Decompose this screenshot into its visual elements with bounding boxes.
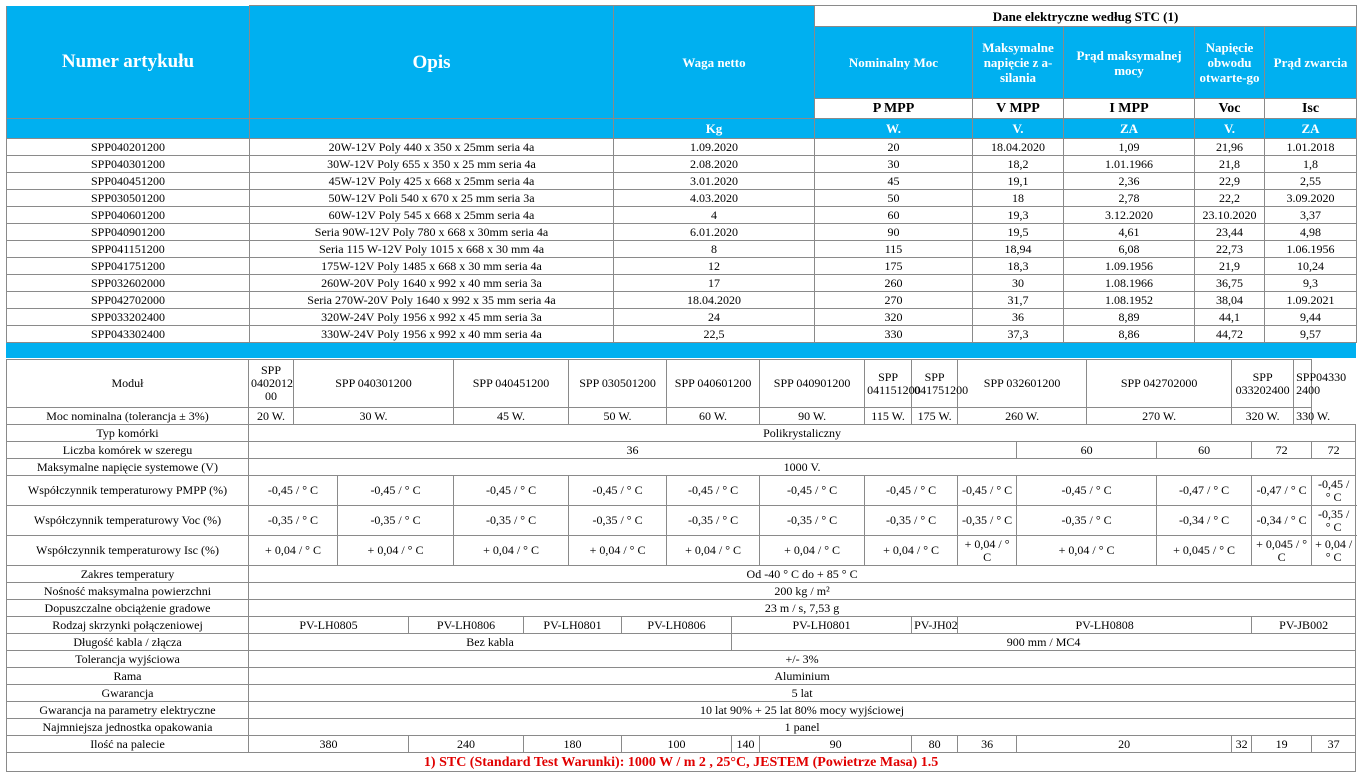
cell-opis: 260W-20V Poly 1640 x 992 x 40 mm seria 3a <box>250 275 614 292</box>
table-row <box>7 139 1357 156</box>
cell-impp: 1.01.1966 <box>1064 156 1195 173</box>
cell-impp: 2,78 <box>1064 190 1195 207</box>
cell-vmpp: 18,3 <box>973 258 1064 275</box>
moc-cell: 115 W. <box>865 408 912 425</box>
voc-cell: -0,35 / ° C <box>454 506 569 536</box>
cell-voc: 44,72 <box>1195 326 1265 343</box>
cell-impp: 1.08.1952 <box>1064 292 1195 309</box>
paleta-cell: 240 <box>409 736 524 753</box>
table-row <box>7 292 1357 309</box>
section-separator <box>6 343 1356 358</box>
table-row <box>7 309 1357 326</box>
isc-cell: + 0,04 / ° C <box>249 536 338 566</box>
cell-vmpp: 30 <box>973 275 1064 292</box>
module-cell: SPP 0402012 00 <box>249 360 294 408</box>
cell-voc: 22,2 <box>1195 190 1265 207</box>
isc-cell: + 0,04 / ° C <box>569 536 667 566</box>
cell-opis: 50W-12V Poli 540 x 670 x 25 mm seria 3a <box>250 190 614 207</box>
unit-isc: ZA <box>1265 119 1357 139</box>
liczba-cell: 36 <box>249 442 1017 459</box>
cell-opis: 330W-24V Poly 1956 x 992 x 40 mm seria 4a <box>250 326 614 343</box>
cell-moc: 30 <box>815 156 973 173</box>
cell-waga: 4 <box>614 207 815 224</box>
cell-voc: 21,9 <box>1195 258 1265 275</box>
product-rows <box>7 139 1357 343</box>
table-row <box>7 275 1357 292</box>
cell-voc: 36,75 <box>1195 275 1265 292</box>
pmpp-cell: -0,45 / ° C <box>454 476 569 506</box>
napiecie-systemowe-value: 1000 V. <box>249 459 1356 476</box>
pmpp-cell: -0,47 / ° C <box>1252 476 1312 506</box>
pmpp-cell: -0,45 / ° C <box>338 476 454 506</box>
cell-numer: SPP032602000 <box>7 275 250 292</box>
moc-cell: 175 W. <box>912 408 958 425</box>
isc-cell: + 0,04 / ° C <box>667 536 760 566</box>
pmpp-cell: -0,45 / ° C <box>569 476 667 506</box>
liczba-cell: 60 <box>1017 442 1157 459</box>
cell-vmpp: 18,94 <box>973 241 1064 258</box>
cell-impp: 1,09 <box>1064 139 1195 156</box>
cell-vmpp: 19,3 <box>973 207 1064 224</box>
paleta-cell: 20 <box>1017 736 1232 753</box>
label-skrzynka: Rodzaj skrzynki połączeniowej <box>7 617 249 634</box>
footnote-stc: 1) STC (Standard Test Warunki): 1000 W / m 2 , 25°C, JESTEM (Powietrze Masa) 1.5 <box>7 753 1356 772</box>
cell-opis: 20W-12V Poly 440 x 350 x 25mm seria 4a <box>250 139 614 156</box>
label-ilosc-na-palecie: Ilość na palecie <box>7 736 249 753</box>
cell-opis: 30W-12V Poly 655 x 350 x 25 mm seria 4a <box>250 156 614 173</box>
voc-cell: -0,35 / ° C <box>338 506 454 536</box>
cell-waga: 18.04.2020 <box>614 292 815 309</box>
isc-cell: + 0,045 / ° C <box>1252 536 1312 566</box>
voc-cell: -0,35 / ° C <box>760 506 865 536</box>
cell-waga: 22,5 <box>614 326 815 343</box>
header-waga-netto: Waga netto <box>614 6 815 119</box>
table-row <box>7 156 1357 173</box>
cell-moc: 20 <box>815 139 973 156</box>
cell-numer: SPP040451200 <box>7 173 250 190</box>
cell-waga: 4.03.2020 <box>614 190 815 207</box>
unit-cell <box>250 119 614 139</box>
label-moc-nominalna: Moc nominalna (tolerancja ± 3%) <box>7 408 249 425</box>
cell-isc: 3,37 <box>1265 207 1357 224</box>
cell-waga: 17 <box>614 275 815 292</box>
kabel-cell: Bez kabla <box>249 634 732 651</box>
cell-waga: 24 <box>614 309 815 326</box>
cell-moc: 175 <box>815 258 973 275</box>
pmpp-cell: -0,45 / ° C <box>865 476 958 506</box>
cell-moc: 330 <box>815 326 973 343</box>
kabel-cell: 900 mm / MC4 <box>732 634 1356 651</box>
cell-opis: 45W-12V Poly 425 x 668 x 25mm seria 4a <box>250 173 614 190</box>
pmpp-cell: -0,45 / ° C <box>1312 476 1356 506</box>
unit-a: ZA <box>1064 119 1195 139</box>
paleta-cell: 37 <box>1312 736 1356 753</box>
moc-cell: 270 W. <box>1087 408 1232 425</box>
isc-cell: + 0,04 / ° C <box>760 536 865 566</box>
label-napiecie-systemowe: Maksymalne napięcie systemowe (V) <box>7 459 249 476</box>
moc-cell: 90 W. <box>760 408 865 425</box>
isc-cell: + 0,045 / ° C <box>1157 536 1252 566</box>
cell-impp: 8,86 <box>1064 326 1195 343</box>
cell-waga: 1.09.2020 <box>614 139 815 156</box>
cell-moc: 50 <box>815 190 973 207</box>
cell-moc: 45 <box>815 173 973 190</box>
cell-moc: 320 <box>815 309 973 326</box>
zakres-temperatury-value: Od -40 ° C do + 85 ° C <box>249 566 1356 583</box>
symbol-isc: Isc <box>1265 99 1357 119</box>
moc-cell: 45 W. <box>454 408 569 425</box>
label-typ-komorki: Typ komórki <box>7 425 249 442</box>
paleta-cell: 140 <box>732 736 760 753</box>
cell-voc: 21,8 <box>1195 156 1265 173</box>
table-row <box>7 190 1357 207</box>
header-vmax: Maksymalne napięcie z a-silania <box>973 27 1064 99</box>
cell-isc: 1.06.1956 <box>1265 241 1357 258</box>
cell-vmpp: 18,2 <box>973 156 1064 173</box>
isc-cell: + 0,04 / ° C <box>1017 536 1157 566</box>
voc-cell: -0,34 / ° C <box>1157 506 1252 536</box>
pmpp-cell: -0,45 / ° C <box>667 476 760 506</box>
cell-isc: 9,3 <box>1265 275 1357 292</box>
cell-opis: 320W-24V Poly 1956 x 992 x 45 mm seria 3a <box>250 309 614 326</box>
cell-impp: 1.09.1956 <box>1064 258 1195 275</box>
cell-moc: 60 <box>815 207 973 224</box>
symbol-voc: Voc <box>1195 99 1265 119</box>
jednostka-opakowania-value: 1 panel <box>249 719 1356 736</box>
moc-cell: 330 W. <box>1294 408 1312 425</box>
typ-komorki-value: Polikrystaliczny <box>249 425 1356 442</box>
header-stc-group: Dane elektryczne według STC (1) <box>815 6 1357 27</box>
liczba-cell: 72 <box>1312 442 1356 459</box>
moc-cell: 320 W. <box>1232 408 1294 425</box>
tolerancja-value: +/- 3% <box>249 651 1356 668</box>
symbol-impp: I MPP <box>1064 99 1195 119</box>
pmpp-cell: -0,45 / ° C <box>760 476 865 506</box>
cell-moc: 115 <box>815 241 973 258</box>
label-pmpp: Współczynnik temperaturowy PMPP (%) <box>7 476 249 506</box>
cell-waga: 12 <box>614 258 815 275</box>
liczba-cell: 72 <box>1252 442 1312 459</box>
cell-opis: Seria 115 W-12V Poly 1015 x 668 x 30 mm 4a <box>250 241 614 258</box>
cell-isc: 1.09.2021 <box>1265 292 1357 309</box>
moc-cell: 60 W. <box>667 408 760 425</box>
module-spec-table <box>6 359 1356 772</box>
cell-waga: 6.01.2020 <box>614 224 815 241</box>
isc-cell: + 0,04 / ° C <box>454 536 569 566</box>
cell-waga: 3.01.2020 <box>614 173 815 190</box>
cell-voc: 23,44 <box>1195 224 1265 241</box>
cell-opis: 175W-12V Poly 1485 x 668 x 30 mm seria 4a <box>250 258 614 275</box>
cell-moc: 90 <box>815 224 973 241</box>
label-dlugosc-kabla: Długość kabla / złącza <box>7 634 249 651</box>
module-cell: SPP 030501200 <box>569 360 667 408</box>
label-liczba-komorek: Liczba komórek w szeregu <box>7 442 249 459</box>
skrzynka-cell: PV-LH0801 <box>524 617 622 634</box>
module-cell: SPP 040901200 <box>760 360 865 408</box>
voc-cell: -0,35 / ° C <box>958 506 1017 536</box>
cell-numer: SPP042702000 <box>7 292 250 309</box>
nosnosc-value: 200 kg / m² <box>249 583 1356 600</box>
table-row <box>7 326 1357 343</box>
cell-isc: 10,24 <box>1265 258 1357 275</box>
cell-impp: 8,89 <box>1064 309 1195 326</box>
pmpp-cell: -0,45 / ° C <box>1017 476 1157 506</box>
cell-moc: 270 <box>815 292 973 309</box>
isc-cell: + 0,04 / ° C <box>1312 536 1356 566</box>
moc-cell: 30 W. <box>294 408 454 425</box>
cell-impp: 6,08 <box>1064 241 1195 258</box>
pmpp-cell: -0,47 / ° C <box>1157 476 1252 506</box>
pmpp-cell: -0,45 / ° C <box>249 476 338 506</box>
cell-isc: 4,98 <box>1265 224 1357 241</box>
skrzynka-cell: PV-LH0808 <box>958 617 1252 634</box>
moc-cell: 20 W. <box>249 408 294 425</box>
unit-cell <box>7 119 250 139</box>
cell-voc: 21,96 <box>1195 139 1265 156</box>
header-numer-artykulu: Numer artykułu <box>7 6 250 119</box>
module-cell: SPP 040301200 <box>294 360 454 408</box>
module-cell: SPP 040451200 <box>454 360 569 408</box>
cell-isc: 2,55 <box>1265 173 1357 190</box>
unit-voc: V. <box>1195 119 1265 139</box>
header-voc: Napięcie obwodu otwarte-go <box>1195 27 1265 99</box>
symbol-vmpp: V MPP <box>973 99 1064 119</box>
header-moc: Nominalny Moc <box>815 27 973 99</box>
skrzynka-cell: PV-LH0805 <box>249 617 409 634</box>
cell-isc: 1,8 <box>1265 156 1357 173</box>
cell-vmpp: 18.04.2020 <box>973 139 1064 156</box>
isc-cell: + 0,04 / ° C <box>958 536 1017 566</box>
paleta-cell: 19 <box>1252 736 1312 753</box>
cell-vmpp: 36 <box>973 309 1064 326</box>
cell-voc: 22,73 <box>1195 241 1265 258</box>
cell-numer: SPP041151200 <box>7 241 250 258</box>
label-gwarancja-elektryczna: Gwarancja na parametry elektryczne <box>7 702 249 719</box>
pmpp-cell: -0,45 / ° C <box>958 476 1017 506</box>
rama-value: Aluminium <box>249 668 1356 685</box>
skrzynka-cell: PV-LH0801 <box>732 617 912 634</box>
header-opis: Opis <box>250 6 614 119</box>
cell-numer: SPP041751200 <box>7 258 250 275</box>
skrzynka-cell: PV-JH02 <box>912 617 958 634</box>
skrzynka-cell: PV-LH0806 <box>622 617 732 634</box>
cell-vmpp: 31,7 <box>973 292 1064 309</box>
module-cell: SPP 040601200 <box>667 360 760 408</box>
label-nosnosc: Nośność maksymalna powierzchni <box>7 583 249 600</box>
cell-opis: 60W-12V Poly 545 x 668 x 25mm seria 4a <box>250 207 614 224</box>
header-imax: Prąd maksymalnej mocy <box>1064 27 1195 99</box>
paleta-cell: 380 <box>249 736 409 753</box>
voc-cell: -0,35 / ° C <box>865 506 958 536</box>
cell-impp: 4,61 <box>1064 224 1195 241</box>
label-rama: Rama <box>7 668 249 685</box>
cell-impp: 3.12.2020 <box>1064 207 1195 224</box>
skrzynka-cell: PV-JB002 <box>1252 617 1356 634</box>
moc-cell: 50 W. <box>569 408 667 425</box>
cell-opis: Seria 90W-12V Poly 780 x 668 x 30mm seria 4a <box>250 224 614 241</box>
label-voc: Współczynnik temperaturowy Voc (%) <box>7 506 249 536</box>
cell-vmpp: 37,3 <box>973 326 1064 343</box>
unit-v: V. <box>973 119 1064 139</box>
cell-waga: 8 <box>614 241 815 258</box>
cell-impp: 2,36 <box>1064 173 1195 190</box>
paleta-cell: 180 <box>524 736 622 753</box>
cell-numer: SPP040901200 <box>7 224 250 241</box>
cell-vmpp: 19,5 <box>973 224 1064 241</box>
cell-numer: SPP033202400 <box>7 309 250 326</box>
unit-kg: Kg <box>614 119 815 139</box>
module-cell: SPP 042702000 <box>1087 360 1232 408</box>
label-obciazenie-gradowe: Dopuszczalne obciążenie gradowe <box>7 600 249 617</box>
cell-voc: 22,9 <box>1195 173 1265 190</box>
table-row <box>7 173 1357 190</box>
table-row <box>7 207 1357 224</box>
voc-cell: -0,34 / ° C <box>1252 506 1312 536</box>
cell-voc: 44,1 <box>1195 309 1265 326</box>
module-cell: SPP 041751200 <box>912 360 958 408</box>
voc-cell: -0,35 / ° C <box>667 506 760 536</box>
label-modul: Moduł <box>7 360 249 408</box>
paleta-cell: 36 <box>958 736 1017 753</box>
gwarancja-value: 5 lat <box>249 685 1356 702</box>
label-jednostka-opakowania: Najmniejsza jednostka opakowania <box>7 719 249 736</box>
cell-numer: SPP030501200 <box>7 190 250 207</box>
gwarancja-elektryczna-value: 10 lat 90% + 25 lat 80% mocy wyjściowej <box>249 702 1356 719</box>
cell-vmpp: 19,1 <box>973 173 1064 190</box>
voc-cell: -0,35 / ° C <box>569 506 667 536</box>
liczba-cell: 60 <box>1157 442 1252 459</box>
cell-isc: 9,57 <box>1265 326 1357 343</box>
module-cell: SPP 032601200 <box>958 360 1087 408</box>
cell-waga: 2.08.2020 <box>614 156 815 173</box>
cell-isc: 9,44 <box>1265 309 1357 326</box>
isc-cell: + 0,04 / ° C <box>865 536 958 566</box>
voc-cell: -0,35 / ° C <box>1017 506 1157 536</box>
cell-numer: SPP040201200 <box>7 139 250 156</box>
moc-cell: 260 W. <box>958 408 1087 425</box>
skrzynka-cell: PV-LH0806 <box>409 617 524 634</box>
cell-isc: 1.01.2018 <box>1265 139 1357 156</box>
label-gwarancja: Gwarancja <box>7 685 249 702</box>
isc-cell: + 0,04 / ° C <box>338 536 454 566</box>
header-isc: Prąd zwarcia <box>1265 27 1357 99</box>
cell-numer: SPP043302400 <box>7 326 250 343</box>
cell-opis: Seria 270W-20V Poly 1640 x 992 x 35 mm seria 4a <box>250 292 614 309</box>
cell-voc: 38,04 <box>1195 292 1265 309</box>
voc-cell: -0,35 / ° C <box>1312 506 1356 536</box>
cell-isc: 3.09.2020 <box>1265 190 1357 207</box>
label-tolerancja: Tolerancja wyjściowa <box>7 651 249 668</box>
voc-cell: -0,35 / ° C <box>249 506 338 536</box>
unit-w: W. <box>815 119 973 139</box>
label-isc: Współczynnik temperaturowy Isc (%) <box>7 536 249 566</box>
module-cell: SPP 041151200 <box>865 360 912 408</box>
module-cell: SPP 033202400 <box>1232 360 1294 408</box>
symbol-pmpp: P MPP <box>815 99 973 119</box>
paleta-cell: 32 <box>1232 736 1252 753</box>
cell-moc: 260 <box>815 275 973 292</box>
cell-numer: SPP040601200 <box>7 207 250 224</box>
module-cell: SPP04330 2400 <box>1294 360 1312 408</box>
label-zakres-temperatury: Zakres temperatury <box>7 566 249 583</box>
paleta-cell: 90 <box>760 736 912 753</box>
paleta-cell: 80 <box>912 736 958 753</box>
cell-impp: 1.08.1966 <box>1064 275 1195 292</box>
cell-vmpp: 18 <box>973 190 1064 207</box>
table-row <box>7 241 1357 258</box>
obciazenie-gradowe-value: 23 m / s, 7,53 g <box>249 600 1356 617</box>
electrical-data-table <box>6 5 1357 343</box>
table-row <box>7 224 1357 241</box>
table-row <box>7 258 1357 275</box>
cell-numer: SPP040301200 <box>7 156 250 173</box>
paleta-cell: 100 <box>622 736 732 753</box>
cell-voc: 23.10.2020 <box>1195 207 1265 224</box>
